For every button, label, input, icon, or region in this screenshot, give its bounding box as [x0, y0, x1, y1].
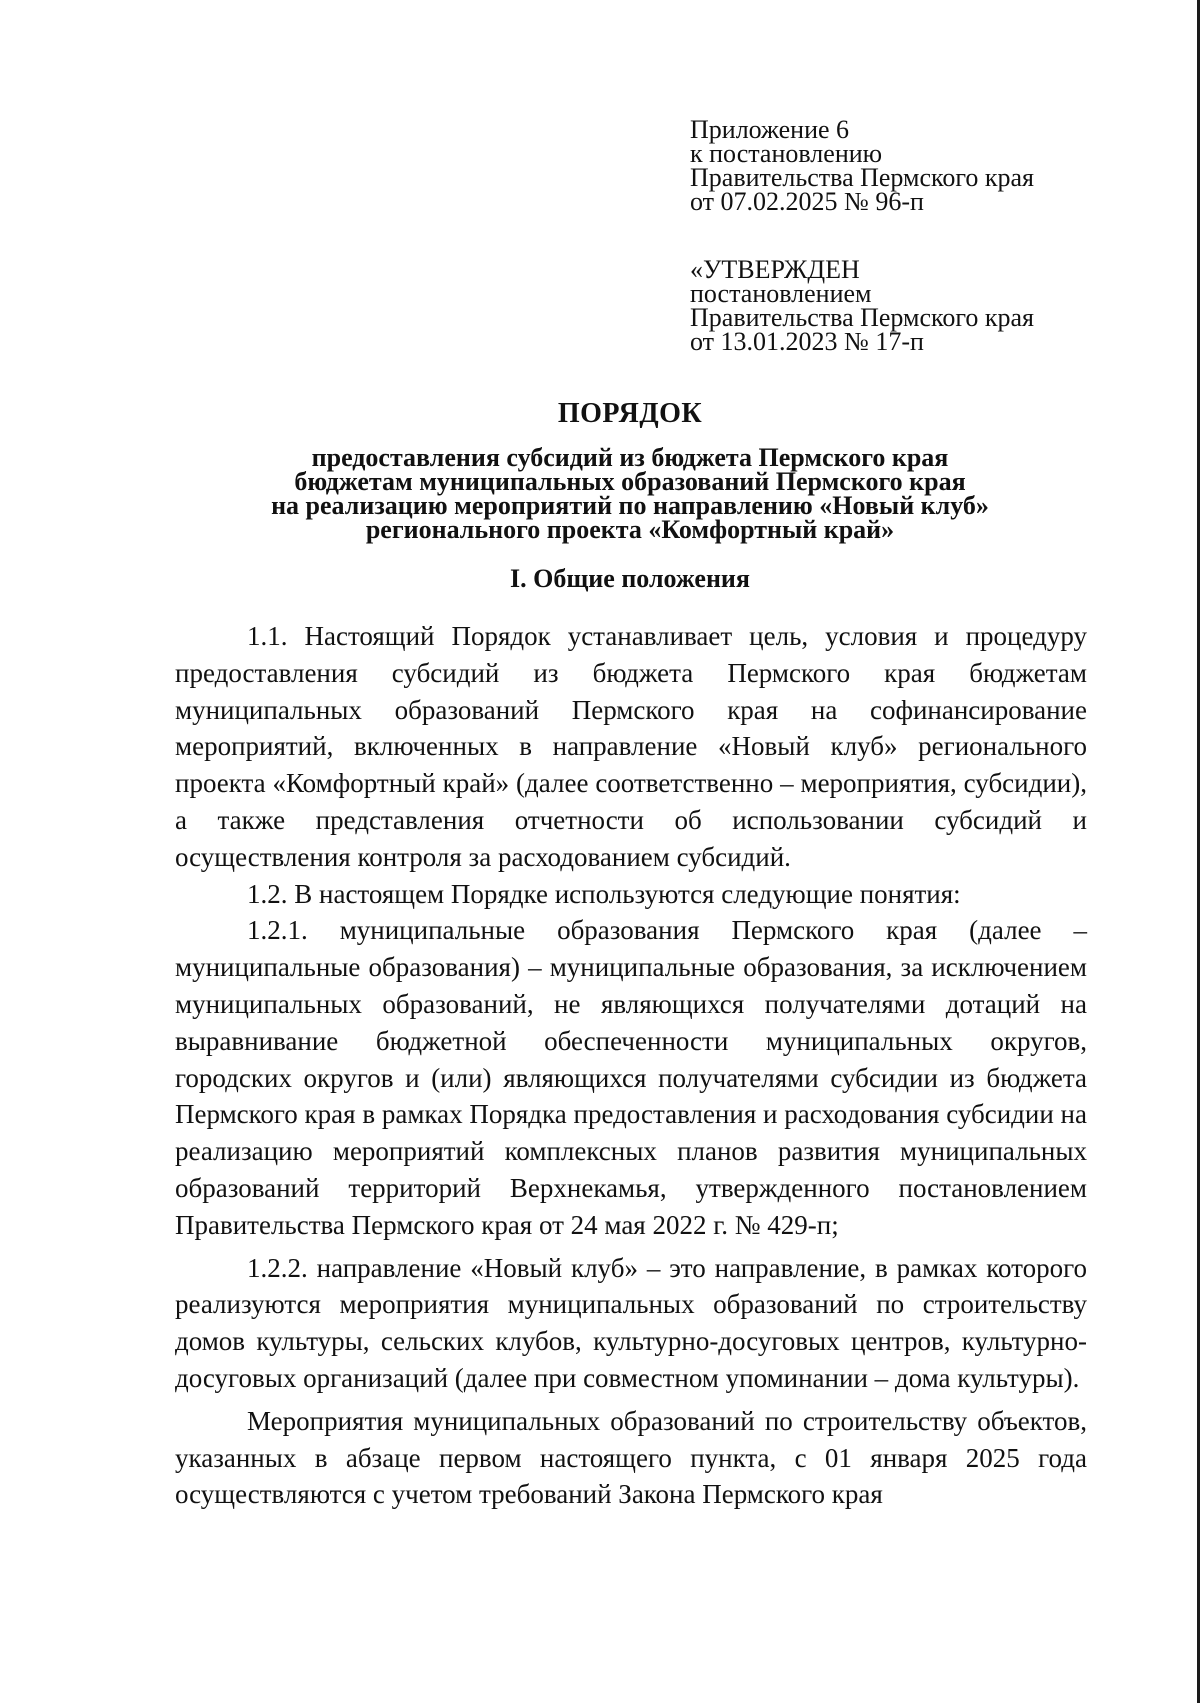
approval-block [690, 255, 1034, 356]
approval-line-2: постановлением [690, 279, 872, 308]
paragraph-construction: Мероприятия муниципальных образований по строительству объектов, указанных в абзаце первом настоящего пункта, с 01 января 2025 года осуществляются с учетом требований Закона Пермского края [175, 1405, 1087, 1510]
document-subtitle [0, 443, 1200, 544]
approval-line-1: «УТВЕРЖДЕН [690, 255, 860, 284]
attachment-line-2: к постановлению [690, 139, 883, 168]
subtitle-line-1: предоставления субсидий из бюджета Пермского края [311, 443, 949, 472]
attachment-line-1: Приложение 6 [690, 115, 850, 144]
document-body [175, 618, 1087, 1513]
paragraph-1-2-2: 1.2.2. направление «Новый клуб» – это направление, в рамках которого реализуются мероприятия муниципальных образований по строительству домов культуры, сельских клубов, культурно-досуговых центров, культурно-досуговых организаций (далее при совместном упоминании – дома культуры). [175, 1252, 1087, 1393]
attachment-line-4: от 07.02.2025 № 96-п [690, 187, 924, 216]
approval-line-4: от 13.01.2023 № 17-п [690, 327, 924, 356]
subtitle-line-4: регионального проекта «Комфортный край» [365, 515, 895, 544]
paragraph-1-2-1: 1.2.1. муниципальные образования Пермского края (далее – муниципальные образования) – муниципальные образования, за исключением муниципальных образований, не являющихся получателями дотаций на выравнивание бюджетной обеспеченности муниципальных округов, городских округов и (или) являющихся получателями субсидии из бюджета Пермского края в рамках Порядка предоставления и расходования субсидии на реализацию мероприятий комплексных планов развития муниципальных образований территорий Верхнекамья, утвержденного постановлением Правительства Пермского края от 24 мая 2022 г. № 429-п; [175, 915, 1087, 1240]
attachment-line-3: Правительства Пермского края [690, 163, 1034, 192]
attachment-block [690, 115, 1034, 216]
document-title: ПОРЯДОК [557, 398, 703, 429]
approval-line-3: Правительства Пермского края [690, 303, 1034, 332]
subtitle-line-2: бюджетам муниципальных образований Пермского края [294, 467, 966, 496]
paragraph-1-1: 1.1. Настоящий Порядок устанавливает цель, условия и процедуру предоставления субсидий из бюджета Пермского края бюджетам муниципальных образований Пермского края на софинансирование мероприятий, включенных в направление «Новый клуб» регионального проекта «Комфортный край» (далее соответственно – мероприятия, субсидии), а также представления отчетности об использовании субсидий и осуществления контроля за расходованием субсидий. [175, 621, 1087, 872]
subtitle-line-3: на реализацию мероприятий по направлению «Новый клуб» [271, 491, 989, 520]
section-heading: I. Общие положения [510, 564, 750, 593]
paragraph-1-2: 1.2. В настоящем Порядке используются следующие понятия: [247, 878, 961, 909]
